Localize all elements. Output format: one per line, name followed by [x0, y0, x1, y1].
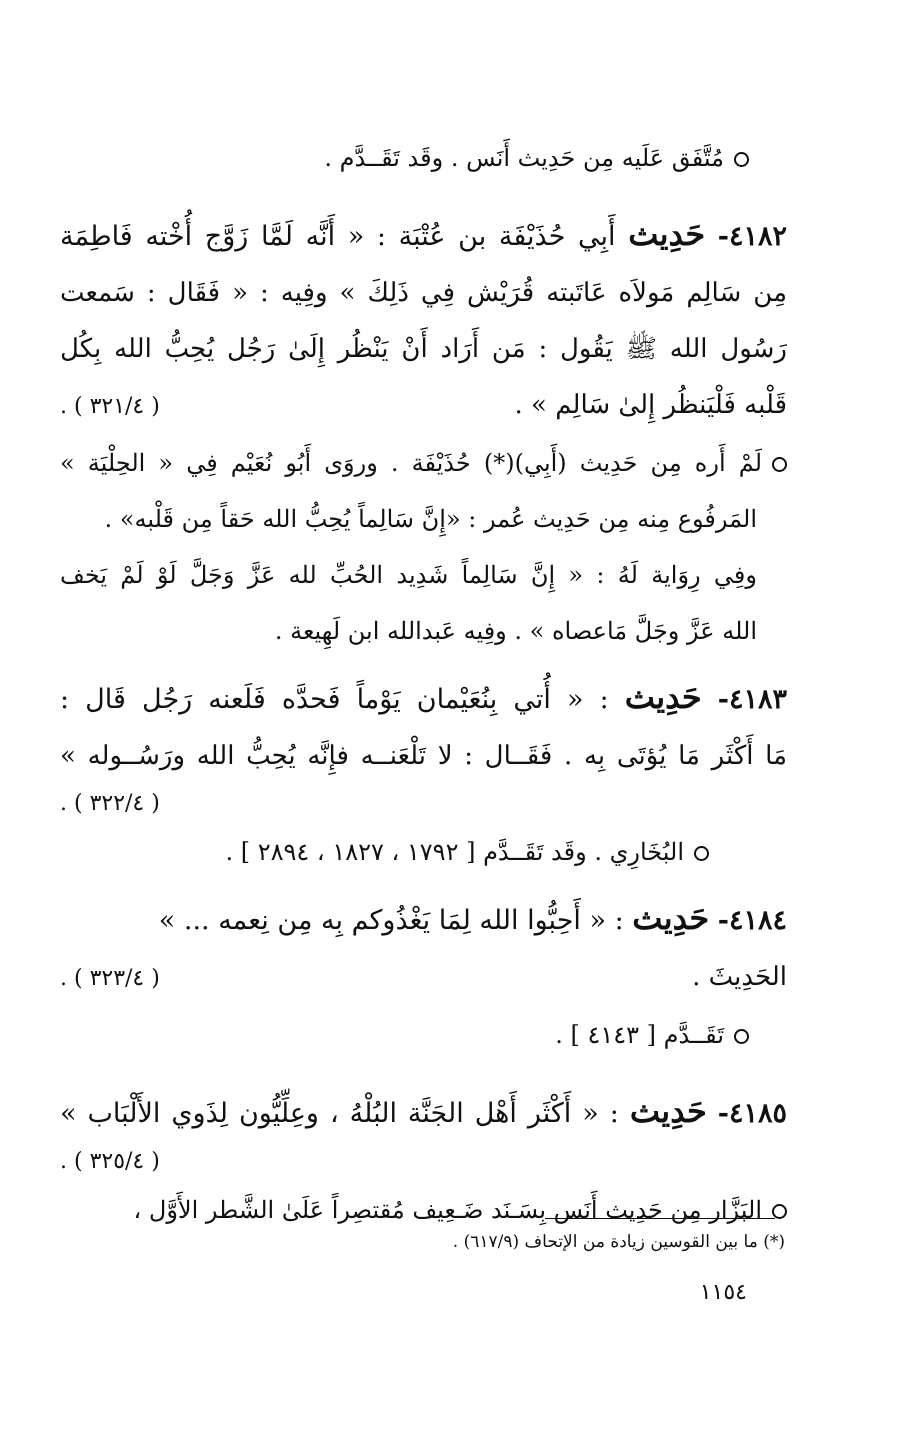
hadith-keyword: حَدِيث [629, 1092, 707, 1130]
page-number: ١١٥٤ [699, 1280, 747, 1305]
hadith-number: ٤١٨٣- [717, 684, 787, 715]
hadith-text: مَا أَكْثَر مَا يُؤتَى بِه . فَقَــال : لا تَلْعَنــه فإِنَّه يُحِبُّ الله ورَسُــوله » [60, 741, 787, 771]
hadith-text: : « أُتي بِنُعَيْمان يَوْماً فَحدَّه فَلَعنه رَجُل قَال : [60, 684, 609, 715]
hadith-entry-4184 [60, 890, 787, 1063]
takhrij-note [60, 1182, 787, 1238]
hadith-text: رَسُول الله ﷺ يَقُول : مَن أَرَاد أَنْ يَنْظُر إِلَىٰ رَجُل يُحِبُّ الله بِكُل [60, 334, 787, 364]
hadith-line [60, 377, 787, 435]
bullet-circle-icon [734, 152, 749, 167]
volume-page-ref: ( ٣٢٣/٤ ) . [60, 966, 160, 991]
takhrij-note [60, 824, 787, 880]
hadith-number: ٤١٨٥- [717, 1098, 787, 1129]
note-text: مُتَّفَق عَلَيه مِن حَدِيث أَنَس . وقَد تَقَــدَّم . [324, 144, 724, 172]
page-body [60, 130, 787, 1238]
note-text: لَمْ أَره مِن حَدِيث (أَبِي)(*) حُذَيْفَة . وروَى أَبُو نُعَيْم فِي « الحِلْيَة » [60, 449, 763, 477]
hadith-keyword: حَدِيث [624, 678, 702, 716]
hadith-keyword: حَدِيث [632, 899, 710, 937]
hadith-line [60, 890, 787, 949]
hadith-line [60, 321, 787, 377]
takhrij-note-continuation [60, 491, 787, 547]
footnote: (*) ما بين القوسين زيادة من الإتحاف (٦١٧/٩) . [452, 1232, 785, 1252]
note-text: المَرفُوع مِنه مِن حَدِيث عُمر : «إِنَّ سَالِماً يُحِبُّ الله حَقاً مِن قَلْبه» . [104, 505, 757, 533]
note-text: البُخَارِي . وقَد تَقَــدَّم [ ١٧٩٢ ، ١٨٢٧ ، ٢٨٩٤ ] . [225, 838, 684, 866]
hadith-text: : « أَكْثَر أَهْل الجَنَّة البُلْهُ ، وعِلِّيُّون لِذَوي الأَلْبَاب » [60, 1098, 619, 1129]
volume-page-ref: ( ٣٢٥/٤ ) . [60, 1149, 160, 1174]
takhrij-note [60, 130, 787, 186]
hadith-text: مِن سَالِم مَولاَه عَاتَبته قُرَيْش فِي ذَلِكَ » وفِيه : « فَقَال : سَمعت [60, 278, 787, 308]
footnote-separator [545, 1218, 775, 1219]
takhrij-note [60, 435, 787, 491]
hadith-text: أَبِي حُذَيْفَة بن عُتْبَة : « أَنَّه لَمَّا زَوَّج أُخْته فَاطِمَة [60, 221, 616, 252]
takhrij-note-continuation [60, 547, 787, 603]
hadith-text: قَلْبه فَلْيَنظُر إِلىٰ سَالِم » . [514, 390, 787, 420]
hadith-entry-4183 [60, 669, 787, 880]
bullet-circle-icon [734, 1029, 749, 1044]
hadith-line [60, 728, 787, 784]
hadith-number: ٤١٨٢- [717, 221, 787, 252]
volume-page-ref: ( ٣٢١/٤ ) . [60, 394, 160, 419]
note-text: الله عَزَّ وجَلَّ مَاعصاه » . وفِيه عَبدالله ابن لَهِيعة . [274, 617, 757, 645]
bullet-circle-icon [772, 1204, 787, 1219]
note-text: تَقَــدَّم [ ٤١٤٣ ] . [555, 1021, 724, 1049]
note-text: البَزَّار مِن حَدِيث أَنَس بِسَـنَد ضَـعِيف مُقتصِراً عَلَىٰ الشَّطر الأَوَّل ، [133, 1196, 762, 1224]
volume-page-ref: ( ٣٢٢/٤ ) . [60, 791, 160, 816]
bullet-circle-icon [772, 457, 787, 472]
hadith-number: ٤١٨٤- [717, 905, 787, 936]
hadith-line [60, 265, 787, 321]
hadith-line [60, 669, 787, 728]
hadith-entry-4185 [60, 1083, 787, 1238]
hadith-entry-4182 [60, 206, 787, 659]
hadith-text: : « أَحِبُّوا الله لِمَا يَغْذُوكم بِه مِن نِعمه ... » [158, 905, 624, 936]
takhrij-note-continuation [60, 603, 787, 659]
bullet-circle-icon [694, 846, 709, 861]
takhrij-note [60, 1007, 787, 1063]
hadith-line [60, 1083, 787, 1142]
hadith-line [60, 206, 787, 265]
hadith-keyword: حَدِيث [628, 215, 706, 253]
hadith-line [60, 949, 787, 1007]
note-text: وفِي رِوَاية لَهُ : « إِنَّ سَالِماً شَدِيد الحُبِّ لله عَزَّ وَجَلَّ لَوْ لَمْ يَخف [60, 561, 757, 589]
hadith-text: الحَدِيثَ . [692, 962, 787, 992]
